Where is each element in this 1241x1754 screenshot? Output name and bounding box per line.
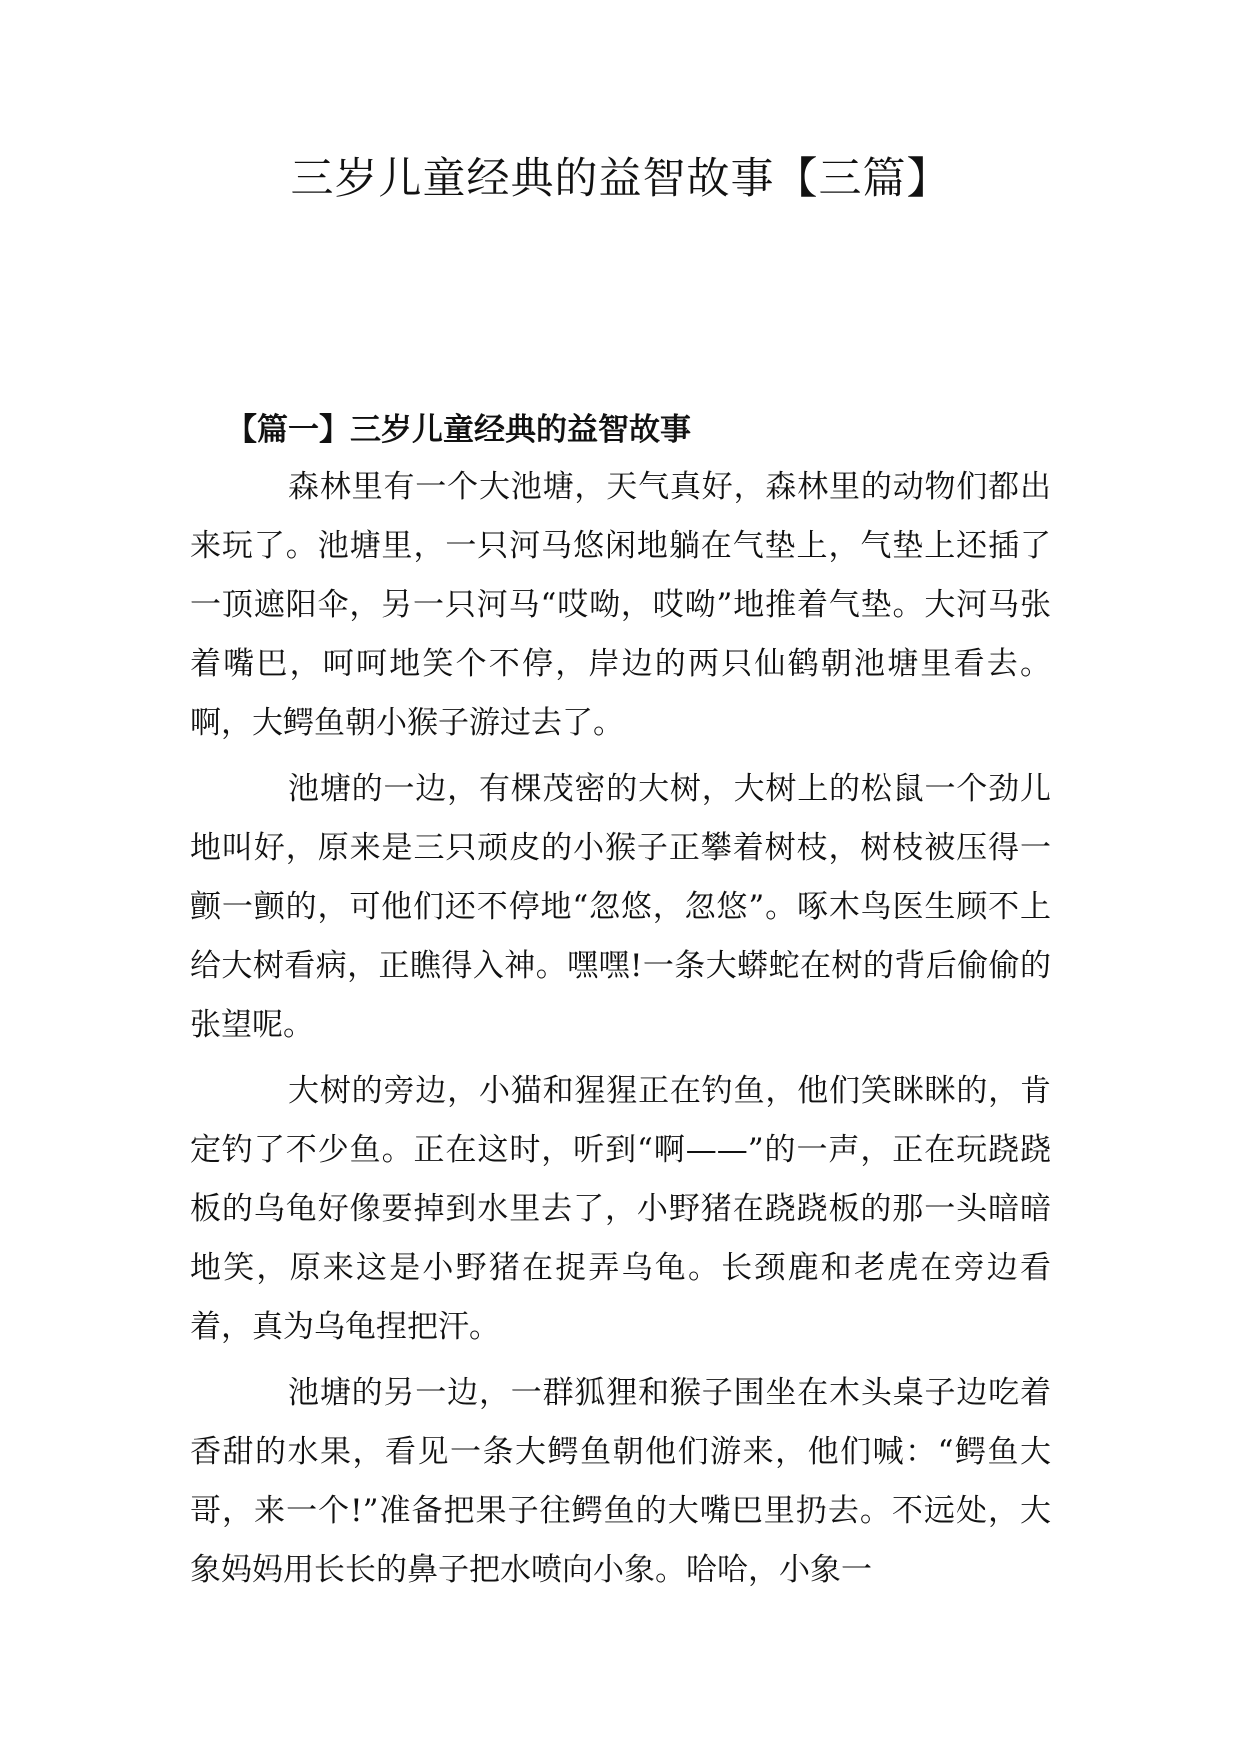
paragraph: 池塘的一边，有棵茂密的大树，大树上的松鼠一个劲儿地叫好，原来是三只顽皮的小猴子正攀着树枝，树枝被压得一颤一颤的，可他们还不停地“忽悠，忽悠”。啄木鸟医生顾不上给大树看病，正瞧得入神。嘿嘿!一条大蟒蛇在树的背后偷偷的张望呢。 [190,771,1051,1043]
story-body [190,458,1051,1607]
paragraph: 池塘的另一边，一群狐狸和猴子围坐在木头桌子边吃着香甜的水果，看见一条大鳄鱼朝他们游来，他们喊：“鳄鱼大哥，来一个!”准备把果子往鳄鱼的大嘴巴里扔去。不远处，大象妈妈用长长的鼻子把水喷向小象。哈哈，小象一 [190,1375,1051,1588]
document-title: 三岁儿童经典的益智故事【三篇】 [290,154,951,204]
paragraph: 森林里有一个大池塘，天气真好，森林里的动物们都出来玩了。池塘里，一只河马悠闲地躺在气垫上，气垫上还插了一顶遮阳伞，另一只河马“哎呦，哎呦”地推着气垫。大河马张着嘴巴，呵呵地笑个不停，岸边的两只仙鹤朝池塘里看去。啊，大鳄鱼朝小猴子游过去了。 [190,469,1051,741]
paragraph: 大树的旁边，小猫和猩猩正在钓鱼，他们笑眯眯的，肯定钓了不少鱼。正在这时，听到“啊——”的一声，正在玩跷跷板的乌龟好像要掉到水里去了，小野猪在跷跷板的那一头暗暗地笑，原来这是小野猪在捉弄乌龟。长颈鹿和老虎在旁边看着，真为乌龟捏把汗。 [190,1073,1051,1345]
section-heading: 【篇一】三岁儿童经典的益智故事 [226,412,691,448]
